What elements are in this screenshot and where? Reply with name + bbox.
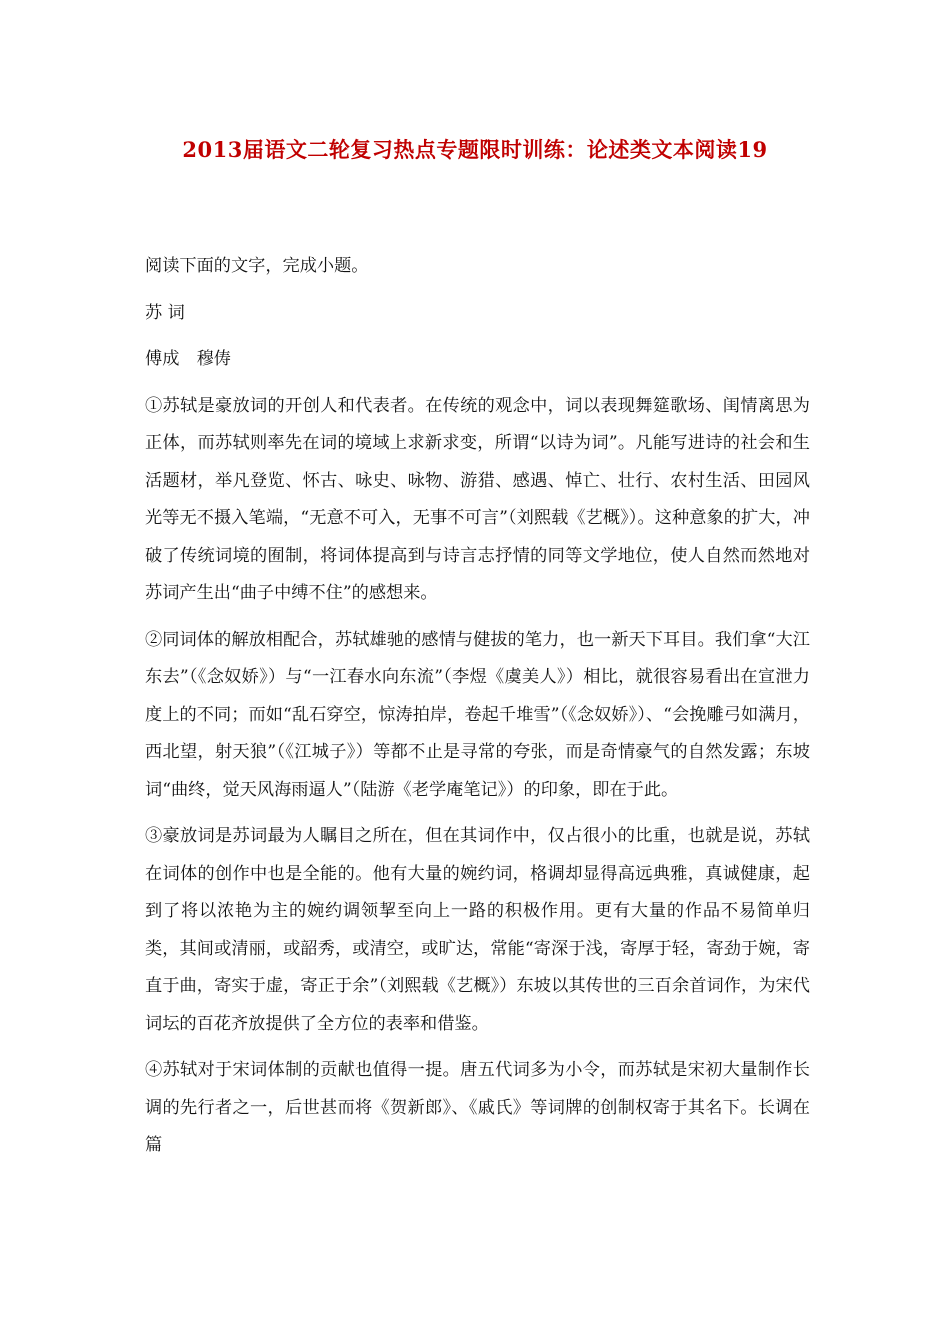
document-body bbox=[145, 248, 810, 1174]
instruction-text: 阅读下面的文字，完成小题。 bbox=[145, 256, 369, 276]
paragraph-3: ③豪放词是苏词最为人瞩目之所在，但在其词作中，仅占很小的比重，也就是说，苏轼在词体的创作中也是全能的。他有大量的婉约词，格调却显得高远典雅，真诚健康，起到了将以浓艳为主的婉约调领挈至向上一路的积极作用。更有大量的作品不易简单归类，其间或清丽，或韶秀，或清空，或旷达，常能“寄深于浅，寄厚于轻，寄劲于婉，寄直于曲，寄实于虚，寄正于余”（刘熙载《艺概》）东坡以其传世的三百余首词作，为宋代词坛的百花齐放提供了全方位的表率和借鉴。 bbox=[145, 826, 810, 1034]
article-authors: 傅成 穆俦 bbox=[145, 349, 231, 369]
document-title: 2013届语文二轮复习热点专题限时训练：论述类文本阅读19 bbox=[182, 137, 768, 162]
paragraph-4: ④苏轼对于宋词体制的贡献也值得一提。唐五代词多为小令，而苏轼是宋初大量制作长调的先行者之一，后世甚而将《贺新郎》、《戚氏》等词牌的创制权寄于其名下。长调在篇 bbox=[145, 1060, 810, 1155]
paragraph-2: ②同词体的解放相配合，苏轼雄驰的感情与健拔的笔力，也一新天下耳目。我们拿“大江东去”（《念奴娇》）与“一江春水向东流”（李煜《虞美人》）相比，就很容易看出在宣泄力度上的不同；而如“乱石穿空，惊涛拍岸，卷起千堆雪”（《念奴娇》）、“会挽雕弓如满月，西北望，射天狼”（《江城子》）等都不止是寻常的夸张，而是奇情豪气的自然发露；东坡词“曲终，觉天风海雨逼人”（陆游《老学庵笔记》）的印象，即在于此。 bbox=[145, 629, 810, 800]
paragraph-1: ①苏轼是豪放词的开创人和代表者。在传统的观念中，词以表现舞筵歌场、闺情离思为正体，而苏轼则率先在词的境域上求新求变，所谓“以诗为词”。凡能写进诗的社会和生活题材，举凡登览、怀古、咏史、咏物、游猎、感遇、悼亡、壮行、农村生活、田园风光等无不摄入笔端，“无意不可入，无事不可言”（刘熙载《艺概》）。这种意象的扩大，冲破了传统词境的囿制，将词体提高到与诗言志抒情的同等文学地位，使人自然而然地对苏词产生出“曲子中缚不住”的感想来。 bbox=[145, 395, 810, 603]
article-title: 苏 词 bbox=[145, 302, 185, 323]
